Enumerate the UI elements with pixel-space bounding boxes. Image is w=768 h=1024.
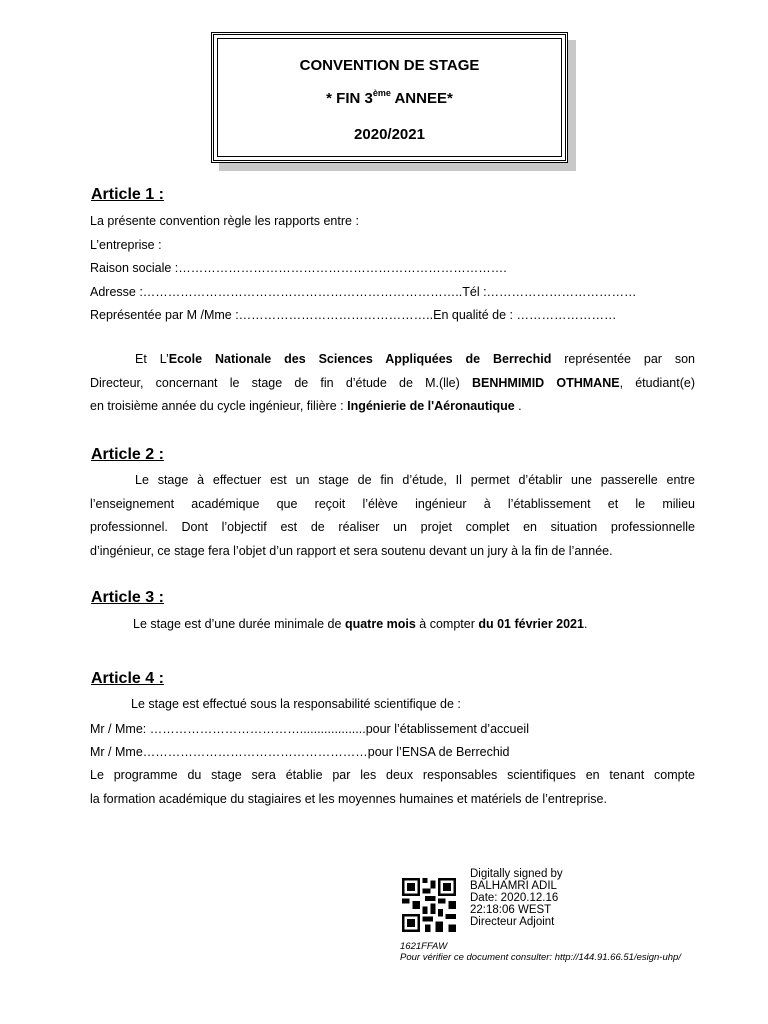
verification-stamp [400, 941, 681, 963]
document-subtitle: * FIN 3ème ANNEE* [326, 88, 453, 107]
raison-sociale-field: Raison sociale :……………………………………………………………………. [90, 261, 507, 275]
article-2-line-1: Le stage à effectuer est un stage de fin d’étude, Il permet d’établir une passerelle entre [135, 473, 695, 487]
article-1-intro: La présente convention règle les rapports entre : [90, 214, 359, 228]
article-1-heading: Article 1 : [91, 186, 164, 203]
representee-field: Représentée par M /Mme :………………………………………..En qualité de : …………………… [90, 308, 617, 322]
article-4-intro: Le stage est effectué sous la responsabilité scientifique de : [131, 697, 461, 711]
article-3-text: Le stage est d’une durée minimale de quatre mois à compter du 01 février 2021. [133, 617, 588, 631]
digital-signature: Digitally signed by BALHAMRI ADIL Date: 2020.12.16 22:18:06 WEST Directeur Adjoint [470, 868, 563, 928]
article-2-heading: Article 2 : [91, 446, 164, 463]
article-3-heading: Article 3 : [91, 589, 164, 606]
document-code: 1621FFAW [400, 941, 448, 952]
article-2-line-4: d’ingénieur, ce stage fera l’objet d’un rapport et sera soutenu devant un jury à la fin de l’année. [90, 544, 613, 558]
article-4-line-2: la formation académique du stagiaires et les moyennes humaines et matériels de l’entreprise. [90, 792, 607, 806]
qr-code-icon [402, 878, 456, 932]
responsable-accueil-field: Mr / Mme: ………………………………...................pour l’établissement d’accueil [90, 722, 529, 736]
academic-year: 2020/2021 [354, 126, 425, 143]
article-1-paragraph-line-3: en troisième année du cycle ingénieur, filière : Ingénierie de l'Aéronautique . [90, 399, 522, 413]
verification-link: Pour vérifier ce document consulter: http://144.91.66.51/esign-uhp/ [400, 952, 681, 963]
title-box [211, 32, 568, 163]
article-1-paragraph-line-1: Et L’Ecole Nationale des Sciences Appliquées de Berrechid représentée par son [135, 352, 695, 366]
responsable-ensa-field: Mr / Mme………………………………………………pour l’ENSA de Berrechid [90, 745, 510, 759]
document-title: CONVENTION DE STAGE [299, 57, 480, 74]
adresse-field: Adresse :…………………………………………………………………..Tél :……………………………… [90, 285, 637, 299]
article-1-paragraph-line-2: Directeur, concernant le stage de fin d’étude de M.(lle) BENHMIMID OTHMANE, étudiant(e) [90, 376, 695, 390]
article-4-line-1: Le programme du stage sera établie par les deux responsables scientifiques en tenant compte [90, 768, 695, 782]
entreprise-label: L’entreprise : [90, 238, 162, 252]
article-2-line-3: professionnel. Dont l’objectif est de réaliser un projet complet en situation professionnelle [90, 520, 695, 534]
article-4-heading: Article 4 : [91, 670, 164, 687]
article-2-line-2: l’enseignement académique que reçoit l’élève ingénieur à l’établissement et le milieu [90, 497, 695, 511]
